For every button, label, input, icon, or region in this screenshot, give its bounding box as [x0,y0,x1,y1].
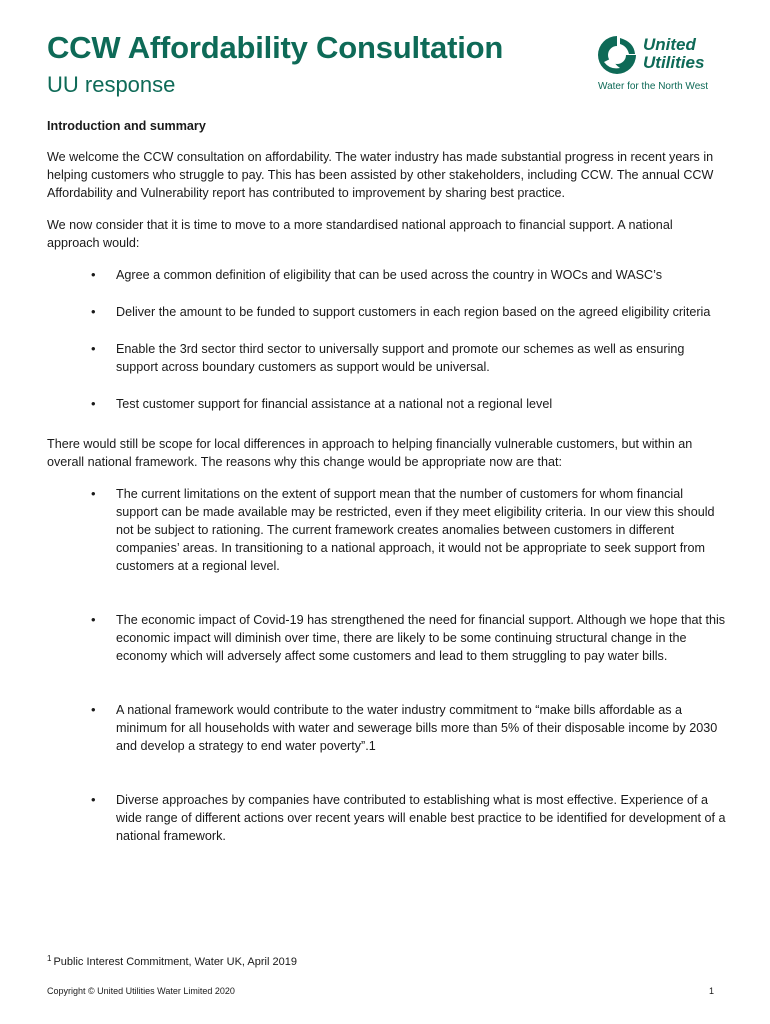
intro-paragraph-2: We now consider that it is time to move to a more standardised national approach to financial support. A national approach would: [47,218,673,250]
intro-paragraph-1: We welcome the CCW consultation on affordability. The water industry has made substantial progress in recent years in helping customers who struggle to pay. This has been assisted by other stakeholders, including CCW. The annual CCW Affordability and Vulnerability report has contributed to improvement by sharing best practice. [47,150,714,200]
list-item: • Test customer support for financial assistance at a national not a regional level [47,395,727,413]
list-item: • The economic impact of Covid-19 has strengthened the need for financial support. Although we hope that this economic impact will diminish over time, there are likely to be some continuing structural change in the economy which will adversely affect some customers and lead to them struggling to pay water bills. [47,611,727,665]
document-body [47,117,727,881]
list-item: • Agree a common definition of eligibility that can be used across the country in WOCs and WASC’s [47,266,727,284]
copyright-notice: Copyright © United Utilities Water Limited 2020 [47,986,235,996]
united-utilities-logo [596,32,726,94]
list-item: • The current limitations on the extent of support mean that the number of customers for whom financial support can be made available may be restricted, even if they meet eligibility criteria. In our view this should not be subject to rationing. The current framework creates anomalies between customers in different companies’ areas. In transitioning to a national approach, it would not be appropriate to seek support from customers at a regional level. [47,485,727,575]
logo-tagline: Water for the North West [598,81,709,92]
page-title: CCW Affordability Consultation [47,30,504,65]
logo-word-united: United [643,35,696,54]
footnote-text: Public Interest Commitment, Water UK, April 2019 [53,956,297,968]
list-item: • Enable the 3rd sector third sector to universally support and promote our schemes as well as ensuring support across boundary customers as support would be universal. [47,340,727,376]
footnote-marker: 1 [47,954,52,963]
list-item: • A national framework would contribute to the water industry commitment to “make bills affordable as a minimum for all households with water and sewerage bills more than 5% of their disposable income by 2030 and develop a strategy to end water poverty”.1 [47,701,727,755]
page-number: 1 [709,986,715,996]
united-utilities-swirl-icon [596,34,638,76]
list-item: • Diverse approaches by companies have contributed to establishing what is most effective. Experience of a wide range of different actions over recent years will enable best practice to be identified for development of a national framework. [47,791,727,845]
page-subtitle: UU response [47,72,176,97]
national-approach-list [47,266,727,413]
reasons-list [47,485,727,845]
footnote [47,952,297,969]
list-item: • Deliver the amount to be funded to support customers in each region based on the agreed eligibility criteria [47,303,727,321]
logo-word-utilities: Utilities [643,53,705,72]
section-heading: Introduction and summary [47,119,206,133]
intro-paragraph-3: There would still be scope for local differences in approach to helping financially vulnerable customers, but within an overall national framework. The reasons why this change would be appropriate now are that: [47,437,693,469]
